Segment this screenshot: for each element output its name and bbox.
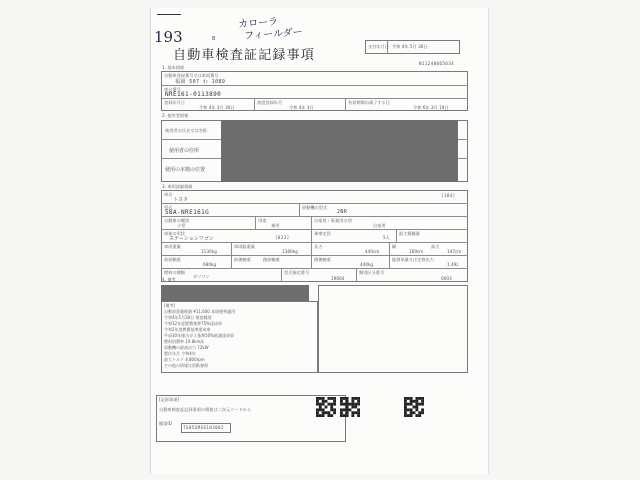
handwritten-number: 193: [154, 28, 183, 46]
body-value: ステーションワゴン: [169, 236, 214, 242]
max-load-label: 最大積載量: [399, 231, 420, 236]
issue-date-label: 交付年月日: [368, 44, 389, 49]
plate-value: 福岡 507 わ 1089: [175, 79, 226, 85]
type-number-value: 19604: [331, 276, 345, 281]
gross-weight-value: 1380kg: [282, 249, 298, 254]
weight-value: 1130kg: [201, 249, 217, 254]
section2-title: 2. 使用者情報: [162, 113, 189, 118]
first-reg-label: 初度登録年月: [257, 100, 283, 105]
class-number-value: 0003: [441, 276, 452, 281]
note-line: 自動車重量税額 ¥11,600 本則税率適用: [164, 309, 236, 314]
height-value: 147cm: [447, 249, 462, 254]
qr-code-3: [404, 397, 424, 417]
plate-label: 自動車登録番号又は車両番号: [164, 73, 219, 78]
handwritten-car-name-2: フィールダー: [243, 26, 304, 43]
reg-date-value: 令和 4年 3月 30日: [199, 105, 235, 110]
front-front-axle-value: 680kg: [203, 262, 217, 267]
type-number-label: 型式指定番号: [284, 270, 310, 275]
use-label: 用途: [258, 218, 267, 223]
redaction-block: [221, 120, 458, 182]
vin-label: 車台番号: [164, 87, 181, 92]
document-page: [150, 8, 489, 474]
note-line: 平成30年排出ガス基準50%低減達成車: [164, 333, 234, 338]
handwritten-car-name-1: カローラ: [237, 16, 279, 31]
fuel-label: 燃料の種類: [164, 270, 185, 275]
displacement-label: 総排気量又は定格出力: [392, 257, 434, 262]
expiry-label: 有効期間の満了する日: [348, 100, 390, 105]
note-line: [備考]: [164, 303, 176, 308]
model-label: 型式: [164, 205, 173, 210]
section1-title: 1. 基本情報: [162, 65, 185, 70]
note-line: 製作年月 令和4年: [164, 351, 196, 356]
model-value: 5BA-NRE161G: [165, 209, 210, 216]
width-label: 幅: [392, 244, 397, 249]
letter-b: B: [212, 36, 216, 42]
kind-label: 自動車の種別: [164, 218, 190, 223]
business-value: 自家用: [373, 223, 386, 228]
vin-value: NRE161-0113890: [165, 91, 222, 98]
notes-box-right: [318, 285, 468, 373]
note-line: 燃料消費率 19.8km/L: [164, 339, 204, 344]
use-value: 乗用: [271, 223, 280, 228]
length-label: 長さ: [314, 244, 323, 249]
rear-rear-axle-label: 後後軸重: [314, 257, 331, 262]
section3-title: 3. 車両詳細情報: [162, 184, 193, 189]
engine-value: 2NR: [337, 209, 348, 215]
qr-code-2: [340, 397, 360, 417]
footer-note: 自動車検査証記録事項の情報は二次元コードから: [159, 407, 252, 412]
first-reg-value: 令和 4年 3月: [289, 105, 314, 110]
base-location-label: 使用の本拠の位置: [165, 167, 206, 173]
maker-code: [184]: [441, 193, 456, 198]
body-code: [023]: [275, 235, 290, 240]
capacity-value: 5人: [383, 235, 390, 240]
user-address-label: 使用者の住所: [169, 148, 200, 154]
rear-rear-axle-value: 440kg: [360, 262, 374, 267]
fuel-value: ガソリン: [193, 274, 210, 279]
body-label: 車体の形状: [164, 231, 185, 236]
capacity-label: 乗車定員: [314, 231, 331, 236]
front-front-axle-label: 前前軸重: [164, 257, 181, 262]
document-code: N11240065034: [419, 61, 455, 66]
engine-label: 原動機の型式: [302, 205, 328, 210]
note-line: 令和4年5月30日 検査種別: [164, 315, 212, 320]
document-title: 自動車検査証記録事項: [173, 48, 316, 63]
note-line: その他の情報は別紙参照: [164, 363, 208, 368]
height-label: 高さ: [431, 244, 440, 249]
form-id-value: TS05GMS6103002: [183, 425, 224, 430]
note-line: 原動機の最高出力 72kW: [164, 345, 209, 350]
notes-list: [164, 303, 314, 369]
gross-weight-label: 車両総重量: [234, 244, 255, 249]
class-number-label: 類別区分番号: [359, 270, 385, 275]
front-rear-axle-label: 前後軸重: [234, 257, 251, 262]
business-label: 自家用・事業用の別: [314, 218, 352, 223]
note-line: 令和12年度燃費基準75%達成車: [164, 321, 222, 326]
kind-value: 小型: [177, 223, 186, 228]
dash-mark: [157, 14, 181, 15]
section4-title: 4. 備考: [162, 277, 176, 282]
displacement-value: 1.49L: [447, 262, 459, 267]
width-value: 169cm: [409, 249, 424, 254]
user-name-label: 使用者の氏名又は名称: [165, 128, 207, 133]
footer-label: [記録事項]: [159, 397, 180, 402]
weight-label: 車両重量: [164, 244, 181, 249]
note-line: 令和2年度燃費基準達成車: [164, 327, 211, 332]
issue-date-value: 令和 4年 5月 30日: [392, 44, 428, 49]
maker-value: トヨタ: [173, 197, 189, 203]
expiry-value: 令和 6年 3月 19日: [413, 105, 449, 110]
reg-date-label: 登録年月日: [164, 100, 185, 105]
maker-label: 車名: [164, 192, 173, 197]
redaction-block-notes: [161, 285, 309, 301]
qr-code-1: [316, 397, 336, 417]
note-line: 最大トルク 4,800rpm: [164, 357, 205, 362]
rear-front-axle-label: 後前軸重: [263, 257, 280, 262]
form-id-label: 帳票ID: [159, 421, 172, 426]
length-value: 440cm: [365, 249, 380, 254]
